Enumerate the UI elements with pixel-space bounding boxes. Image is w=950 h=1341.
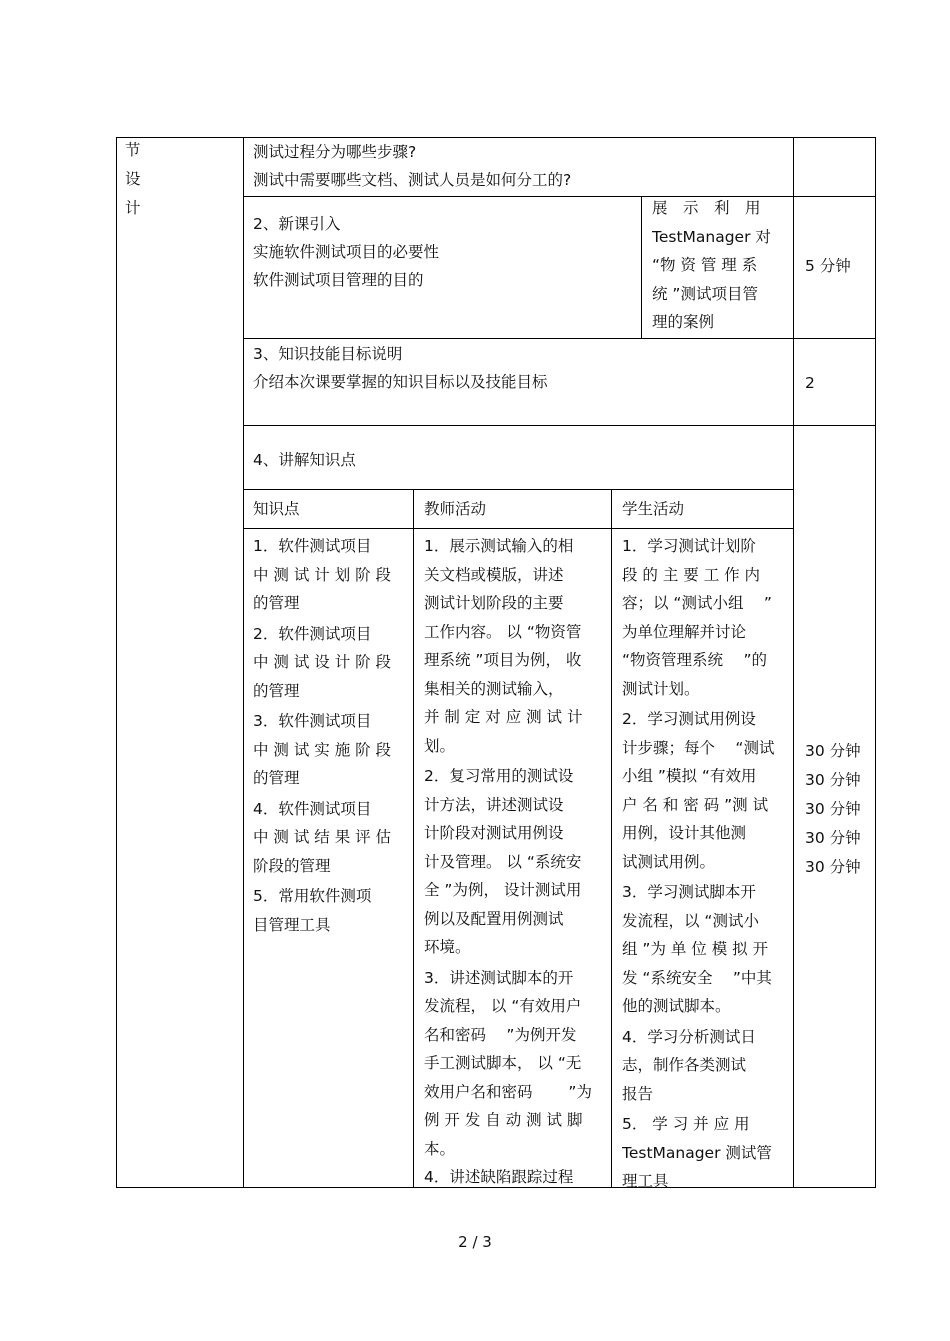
- teacher-activity-line: 测试计划阶段的主要: [424, 594, 564, 612]
- table-border-left: [116, 137, 117, 1188]
- knowledge-point-line: 2．软件测试项目: [253, 624, 372, 643]
- new-lesson-activity: [652, 194, 792, 337]
- student-activity-line: 户 名 和 密 码 ”测 试: [622, 795, 769, 814]
- teacher-activity-line: 1．展示测试输入的相: [424, 537, 574, 555]
- knowledge-point-line: 3．软件测试项目: [253, 712, 372, 730]
- teacher-activity-list: [424, 532, 610, 1192]
- teacher-activity-line: 手工测试脚本， 以 “无: [424, 1054, 582, 1072]
- col-divider-time: [793, 137, 794, 1188]
- teacher-activity-line: 2．复习常用的测试设: [424, 767, 574, 785]
- teacher-activity-line: 计阶段对测试用例设: [424, 824, 564, 842]
- section-label-char: 设: [125, 170, 141, 188]
- subtable-col-1: [413, 489, 414, 1188]
- knowledge-point-line: 的管理: [253, 594, 300, 612]
- activity-line: 展 示 利 用: [652, 199, 761, 217]
- student-activity-line: “物资管理系统 ”的: [622, 651, 767, 669]
- objectives-time: 2: [805, 374, 815, 392]
- student-activity-line: 为单位理解并讨论: [622, 622, 747, 641]
- student-activity-line: 计步骤；每个 “测试: [622, 738, 775, 757]
- time-entry: 30 分钟: [805, 771, 861, 789]
- student-activity-line: 他的测试脚本。: [622, 997, 731, 1015]
- teacher-activity-line: 4．讲述缺陷跟踪过程: [424, 1168, 574, 1186]
- teacher-activity-line: 例以及配置用例测试: [424, 909, 564, 928]
- objectives-line: 介绍本次课要掌握的知识目标以及技能目标: [253, 373, 548, 391]
- intro-questions: [253, 137, 788, 194]
- student-activity-line: 组 ”为 单 位 模 拟 开: [622, 940, 769, 958]
- new-lesson-time: 5 分钟: [805, 257, 851, 275]
- teacher-activity-line: 并 制 定 对 应 测 试 计: [424, 708, 583, 726]
- student-activity-line: 5． 学 习 并 应 用: [622, 1115, 750, 1133]
- teacher-activity-line: 名和密码 ”为例开发: [424, 1025, 577, 1044]
- objectives-line: 3、知识技能目标说明: [253, 345, 403, 363]
- student-activity-line: 报告: [622, 1084, 654, 1103]
- knowledge-points-list: [253, 532, 411, 939]
- teacher-activity-line: 工作内容。 以 “物资管: [424, 622, 582, 641]
- student-activity-line: 容；以 “测试小组 ”: [622, 594, 772, 612]
- teacher-activity-line: 关文档或模版，讲述: [424, 565, 564, 584]
- student-activity-line: TestManager 测试管: [622, 1143, 772, 1162]
- header-teacher-activity: 教师活动: [424, 500, 487, 518]
- row-divider-3: [243, 425, 875, 426]
- time-entry: 30 分钟: [805, 829, 861, 847]
- student-activity-list: [622, 532, 792, 1196]
- activity-line: 统 ”测试项目管: [652, 284, 758, 303]
- subtable-header-bottom: [243, 528, 793, 529]
- new-lesson-line: 实施软件测试项目的必要性: [253, 243, 440, 261]
- knowledge-point-line: 1．软件测试项目: [253, 537, 372, 555]
- teacher-activity-line: 效用户名和密码 ”为: [424, 1082, 592, 1101]
- time-entry: 30 分钟: [805, 742, 861, 760]
- knowledge-point-line: 5．常用软件测项: [253, 887, 372, 905]
- header-student-activity: 学生活动: [622, 500, 685, 518]
- knowledge-point-line: 中 测 试 计 划 阶 段: [253, 565, 392, 584]
- teacher-activity-line: 集相关的测试输入，: [424, 679, 564, 698]
- teacher-activity-line: 本。: [424, 1139, 456, 1158]
- table-border-right: [875, 137, 876, 1188]
- new-lesson-text: [253, 210, 638, 294]
- knowledge-point-line: 的管理: [253, 769, 300, 787]
- teacher-activity-line: 3．讲述测试脚本的开: [424, 968, 574, 987]
- subtable-col-2: [611, 489, 612, 1188]
- teacher-activity-line: 发流程， 以 “有效用户: [424, 997, 582, 1015]
- activity-line: 理的案例: [652, 313, 715, 331]
- knowledge-point-line: 4．软件测试项目: [253, 799, 372, 818]
- activity-line: “物 资 管 理 系: [652, 256, 758, 274]
- header-knowledge-point: 知识点: [253, 500, 300, 518]
- col-divider-section: [243, 137, 244, 1188]
- time-entry: 30 分钟: [805, 858, 861, 876]
- knowledge-title: 4、讲解知识点: [253, 451, 356, 469]
- knowledge-point-line: 中 测 试 实 施 阶 段: [253, 740, 392, 759]
- row-divider-2: [243, 338, 875, 339]
- student-activity-line: 小组 ”模拟 “有效用: [622, 767, 757, 785]
- student-activity-line: 2．学习测试用例设: [622, 710, 756, 728]
- teacher-activity-line: 理系统 ”项目为例， 收: [424, 651, 582, 669]
- knowledge-point-line: 的管理: [253, 681, 300, 700]
- knowledge-times-list: [805, 737, 875, 882]
- knowledge-point-line: 中 测 试 结 果 评 估: [253, 828, 392, 846]
- knowledge-point-line: 阶段的管理: [253, 856, 331, 875]
- intro-line: 测试中需要哪些文档、测试人员是如何分工的?: [253, 171, 572, 189]
- teacher-activity-line: 划。: [424, 736, 456, 755]
- time-entry: 30 分钟: [805, 800, 861, 818]
- section-label-char: 节: [125, 141, 141, 159]
- teacher-activity-line: 全 ”为例， 设计测试用: [424, 881, 582, 899]
- objectives-text: [253, 340, 788, 396]
- teacher-activity-line: 计方法，讲述测试设: [424, 795, 564, 814]
- activity-line: TestManager 对: [652, 227, 771, 246]
- student-activity-line: 用例，设计其他测: [622, 824, 747, 842]
- student-activity-line: 段 的 主 要 工 作 内: [622, 565, 761, 584]
- student-activity-line: 发流程，以 “测试小: [622, 911, 759, 930]
- col-divider-activity: [641, 196, 642, 339]
- student-activity-line: 志，制作各类测试: [622, 1056, 747, 1074]
- new-lesson-line: 2、新课引入: [253, 215, 341, 233]
- teacher-activity-line: 计及管理。 以 “系统安: [424, 852, 582, 871]
- student-activity-line: 3．学习测试脚本开: [622, 883, 756, 901]
- student-activity-line: 发 “系统安全 ”中其: [622, 968, 772, 987]
- student-activity-line: 测试计划。: [622, 679, 700, 698]
- teacher-activity-line: 环境。: [424, 938, 471, 956]
- student-activity-line: 1．学习测试计划阶: [622, 537, 756, 555]
- intro-line: 测试过程分为哪些步骤?: [253, 143, 417, 161]
- page-number: 2 / 3: [458, 1233, 492, 1251]
- section-label: [125, 136, 155, 223]
- subtable-top: [243, 489, 793, 490]
- knowledge-point-line: 目管理工具: [253, 915, 331, 934]
- teacher-activity-line: 例 开 发 自 动 测 试 脚: [424, 1111, 583, 1129]
- student-activity-line: 试测试用例。: [622, 852, 716, 871]
- student-activity-line: 4．学习分析测试日: [622, 1027, 756, 1046]
- knowledge-point-line: 中 测 试 设 计 阶 段: [253, 653, 392, 671]
- new-lesson-line: 软件测试项目管理的目的: [253, 271, 424, 289]
- section-label-char: 计: [125, 199, 141, 217]
- student-activity-line: 理工具: [622, 1172, 669, 1190]
